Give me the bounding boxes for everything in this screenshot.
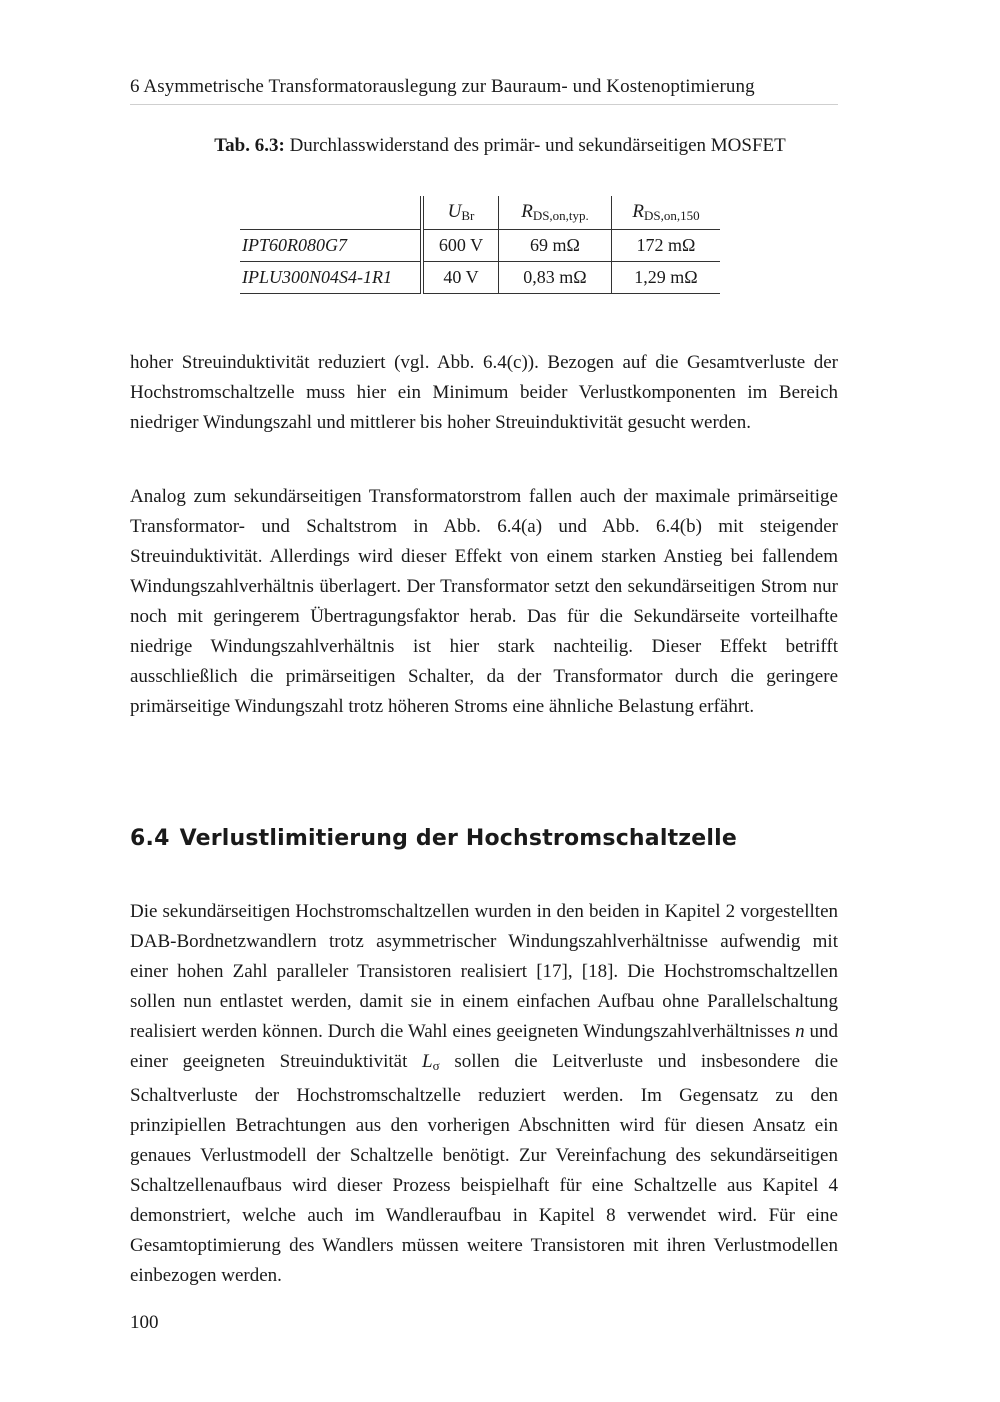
variable-l-sigma: $L_\sigma$: [422, 1051, 440, 1073]
header-rds-typ: $R_{DS,on,typ.}$: [499, 196, 612, 230]
row-rds-150: 1,29 mΩ: [612, 262, 721, 294]
row-device-name: IPT60R080G7: [240, 230, 422, 262]
row-ubr: 40 V: [422, 262, 499, 294]
header-empty-cell: [240, 196, 422, 230]
header-ubr: $U_{Br}$: [422, 196, 499, 230]
mosfet-resistance-table: [240, 196, 720, 294]
paragraph-1: hoher Streuinduktivität reduziert (vgl. Abb. 6.4(c)). Bezogen auf die Gesamtverluste der Hochstromschaltzelle muss hier ein Minimum beider Verlustkomponenten im Bereich niedriger Windungszahl und mittlerer bis hoher Streuinduktivität gesucht werden.: [130, 352, 838, 433]
table-caption-text: Durchlasswiderstand des primär- und sekundärseitigen MOSFET: [284, 135, 786, 156]
variable-n: n: [795, 1021, 805, 1042]
table-header-row: [240, 196, 720, 230]
section-title: Verlustlimitierung der Hochstromschaltzelle: [179, 826, 738, 851]
section-number: 6.4: [130, 826, 170, 851]
row-device-name: IPLU300N04S4-1R1: [240, 262, 422, 294]
header-rds-150: $R_{DS,on,150}$: [612, 196, 721, 230]
row-rds-typ: 0,83 mΩ: [499, 262, 612, 294]
row-ubr: 600 V: [422, 230, 499, 262]
page-number: 100: [130, 1312, 159, 1333]
row-rds-typ: 69 mΩ: [499, 230, 612, 262]
table-caption: [0, 135, 1000, 157]
table-row: [240, 230, 720, 262]
table-caption-label: Tab. 6.3:: [214, 135, 285, 156]
paragraph-3: Die sekundärseitigen Hochstromschaltzellen wurden in den beiden in Kapitel 2 vorgestellten DAB-Bordnetzwandlern trotz asymmetrischer Windungszahlverhältnisse aufwendig mit einer hohen Zahl paralleler Transistoren realisiert [17], [18]. Die Hochstromschaltzellen sollen nun entlastet werden, damit sie in einem einfachen Aufbau ohne Parallelschaltung realisiert werden können. Durch die Wahl eines geeigneten Windungszahlverhältnisses n und einer geeigneten Streuinduktivität $L_\sigma$ sollen die Leitverluste und insbesondere die Schaltverluste der Hochstromschaltzelle reduziert werden. Im Gegensatz zu den prinzipiellen Betrachtungen aus den vorherigen Abschnitten wird für diesen Ansatz ein genaues Verlustmodell der Schaltzelle benötigt. Zur Vereinfachung des sekundärseitigen Schaltzellenaufbaus wird dieser Prozess beispielhaft für eine Schaltzelle aus Kapitel 4 demonstriert, welche auch im Wandleraufbau in Kapitel 8 verwendet wird. Für eine Gesamtoptimierung des Wandlers müssen weitere Transistoren mit ihren Verlustmodellen einbezogen werden.: [130, 901, 839, 1286]
running-header: 6 Asymmetrische Transformatorauslegung zur Bauraum- und Kostenoptimierung: [130, 76, 838, 105]
paragraph-2: Analog zum sekundärseitigen Transformatorstrom fallen auch der maximale primärseitige Transformator- und Schaltstrom in Abb. 6.4(a) und Abb. 6.4(b) mit steigender Streuinduktivität. Allerdings wird dieser Effekt von einem starken Anstieg bei fallendem Windungszahlverhältnis überlagert. Der Transformator setzt den sekundärseitigen Strom nur noch mit geringerem Übertragungsfaktor herab. Das für die Sekundärseite vorteilhafte niedrige Windungszahlverhältnis ist hier stark nachteilig. Dieser Effekt betrifft ausschließlich die primärseitigen Schalter, da der Transformator durch die geringere primärseitige Windungszahl trotz höheren Stroms eine ähnliche Belastung erfährt.: [130, 486, 838, 717]
section-heading: [130, 826, 737, 851]
table-row: [240, 262, 720, 294]
row-rds-150: 172 mΩ: [612, 230, 721, 262]
